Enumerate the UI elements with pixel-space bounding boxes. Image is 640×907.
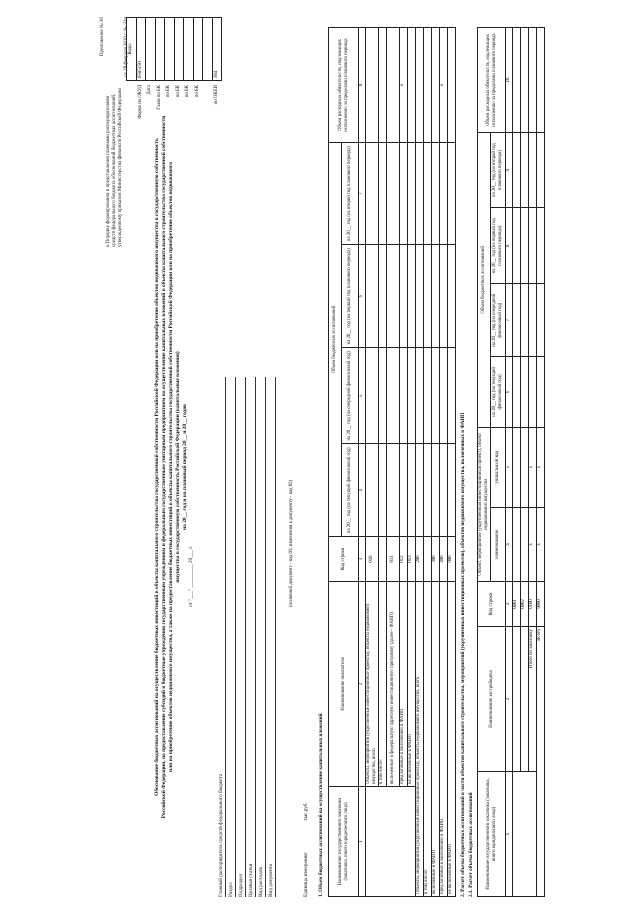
s2-col-builder: Наименование застройщика xyxy=(478,627,506,772)
s2-total-customer-code: 0100 xyxy=(528,582,536,627)
s2-col-y2: на 20__ год (на первый год планового периода) xyxy=(491,208,506,284)
s2-object-header: Объект, мероприятие (укрупненный инвестиционный проект), объект недвижимого имущества xyxy=(478,427,491,581)
s1-col-y3: на 20__ год (на второй год планового периода) xyxy=(342,143,359,245)
s2-colnum: 3 xyxy=(506,582,513,627)
s1-row-name: предлагаемые к включению в ФАИП xyxy=(399,582,407,787)
appendix-line: к Порядку формирования и представления главными распорядителями xyxy=(106,95,111,247)
s1-row-name: предлагаемые к включению в ФАИП xyxy=(439,582,447,897)
code-label: Глава по БК xyxy=(156,85,162,110)
s2-col-beyond: Объем расходных обязательств, подлежащих исполнению за пределами планового периода xyxy=(478,28,506,133)
s1-row-code: 400 xyxy=(439,537,447,582)
section1-table xyxy=(328,27,456,897)
s1-colnum: 6 xyxy=(359,245,366,348)
unit-value: тыс.руб xyxy=(303,803,309,821)
label-expense-type: Вид расходов xyxy=(257,867,264,897)
document-type-note: (основной документ - код 01; изменения к документу - код 02) xyxy=(289,479,294,607)
s1-row-code xyxy=(423,537,431,582)
section2-title: 2. Расчет объема бюджетных ассигнований в части объектов капитального строительства, мероприятий (укрупненных инвестиционных проектов), объектов недвижимого имущества, включенных в ФАИП xyxy=(460,412,466,897)
s1-row-code: 012 xyxy=(399,537,407,582)
code-label: по БК xyxy=(166,85,172,98)
appendix-line: от 28 февраля 2020 г. № 32н xyxy=(124,17,129,77)
s1-group-header: Объем бюджетных ассигнований xyxy=(329,143,342,537)
s1-row-name: не включенные в ФАИП xyxy=(447,582,455,897)
appendix-line: утвержденному приказом Министерства финансов Российской Федерации xyxy=(118,88,123,247)
code-label: по БК xyxy=(194,85,200,98)
unit-label: Единица измерения: xyxy=(303,851,309,897)
s1-colnum: 4 xyxy=(359,444,366,537)
s1-row-code: 011 xyxy=(386,537,399,582)
section1-title: 1. Объем бюджетных ассигнований на осуществление капитальных вложений xyxy=(318,713,324,897)
title-line: Обоснование бюджетных ассигнований на осуществление бюджетных инвестиций в объекты капитального строительства государственной собственности Российской Федерации или на приобретение объектов недвижимого имущества в государственную собственность xyxy=(154,138,160,796)
s1-row-name: включенные в ФАИП xyxy=(431,582,439,897)
s1-col-code: Код строки xyxy=(329,537,359,582)
label-doc-type: Вид документа xyxy=(267,863,274,897)
codes-header: Коды xyxy=(127,18,137,81)
s1-col-y0: на 20__ год (на текущий финансовый год) xyxy=(342,444,359,537)
s1-colnum: 2 xyxy=(359,582,366,787)
s1-col-customer: Наименование государственного заказчика (заказчика, иного юридического лица) xyxy=(329,787,359,897)
s2-col-obj-code: уникальный код xyxy=(491,427,506,507)
code-value xyxy=(203,18,213,81)
s2-colnum: 1 xyxy=(506,772,513,897)
s2-row-code: 0001 xyxy=(512,582,520,627)
s1-x-mark: x xyxy=(439,28,447,143)
appendix-line: Приложение № 30 xyxy=(100,17,105,57)
code-value: 384 xyxy=(212,18,222,81)
s2-x-mark: x xyxy=(536,427,544,507)
code-value xyxy=(184,18,194,81)
s2-customer-cell xyxy=(512,772,536,897)
s2-colnum: 9 xyxy=(506,133,513,208)
appendix-line: средств федерального бюджета обоснований бюджетных ассигнований, xyxy=(112,93,117,247)
s2-colnum: 8 xyxy=(506,208,513,284)
s2-total-label: Всего xyxy=(536,627,544,897)
s2-col-code: Код строки xyxy=(478,582,506,627)
s2-col-y0: на 20__ год (на текущий финансовый год) xyxy=(491,357,506,428)
title-line: на 20__ год и на плановый период 20__ и 20__ годов xyxy=(182,404,189,530)
s1-row-name: не включенные в ФАИП xyxy=(407,582,415,787)
s2-colnum: 5 xyxy=(506,427,513,507)
s2-colnum: 7 xyxy=(506,284,513,357)
section2-table xyxy=(477,27,545,897)
title-line: имущества в государственную собственность Российской Федерации (капитальные вложения) xyxy=(175,351,182,583)
s2-row-code: 0002 xyxy=(520,582,528,627)
title-line: или на приобретение объектов недвижимого имущества, а также на предоставление бюджетных инвестиций в объекты капитального строительства государственной собственности Российской Федерации или на приобретение объектов недвижимого xyxy=(168,162,175,772)
s1-row-code: 900 xyxy=(447,537,455,582)
s1-row-name: Объекты, мероприятия (укрупненные инвестиционные проекты), объекты недвижимого имущества, всего xyxy=(415,582,423,897)
s2-colnum: 2 xyxy=(506,627,513,772)
s1-row-code: 013 xyxy=(407,537,415,582)
s2-total-code: 9000 xyxy=(536,582,544,627)
s2-x-mark: x xyxy=(528,507,536,581)
s2-colnum: 4 xyxy=(506,507,513,581)
s1-colnum: 3 xyxy=(359,537,366,582)
rotated-form xyxy=(96,7,552,907)
code-label: Форма по ОКУД xyxy=(137,85,143,119)
s1-row-code: 200 xyxy=(415,537,423,582)
document-date: от "___" _________ 20___ г. xyxy=(188,545,194,607)
code-value xyxy=(193,18,203,81)
s2-colnum: 10 xyxy=(506,28,513,133)
s2-col-y1: на 20__ год (на очередной финансовый год) xyxy=(491,284,506,357)
s2-col-obj-name: наименование xyxy=(491,507,506,581)
s1-colnum: 5 xyxy=(359,348,366,444)
s2-group-header: Объем бюджетных ассигнований xyxy=(478,133,491,428)
s1-colnum: 7 xyxy=(359,143,366,245)
label-target-item: Целевая статья xyxy=(247,863,254,897)
s1-colnum: 1 xyxy=(359,787,366,897)
s1-customer-cell xyxy=(365,787,415,897)
title-line: Российской Федерации, на предоставление субсидий в бюджетные учреждения государственным учреждениям и федеральным государственным унитарным предприятиям на осуществление капитальных вложений в объекты капитального строительства государственной собственности xyxy=(161,115,168,819)
s2-x-mark: x xyxy=(528,427,536,507)
s2-col-customer: Наименование государственного заказчика (заказчика, иного юридического лица) xyxy=(478,772,506,897)
label-subsection: Подраздел xyxy=(237,873,244,897)
s1-row-name: в том числе: xyxy=(378,582,386,787)
s1-colnum: 8 xyxy=(359,28,366,143)
code-label xyxy=(203,81,213,158)
code-label: по БК xyxy=(185,85,191,98)
s1-col-y1: на 20__ год (на очередной финансовый год) xyxy=(342,348,359,444)
s2-col-y3: на 20__ год (на второй год планового периода) xyxy=(491,133,506,208)
s1-row-name: Объекты, мероприятия (укрупненные инвестиционные проекты), объекты недвижимого имущества, всего xyxy=(365,582,378,787)
s2-x-mark: x xyxy=(536,507,544,581)
s2-total-customer-label: Итого по заказчику xyxy=(528,627,536,772)
s1-row-code: 010 xyxy=(365,537,378,582)
label-gls: Главный распорядитель средств федерального бюджета xyxy=(217,773,224,897)
code-value xyxy=(146,18,156,81)
code-value xyxy=(174,18,184,81)
code-value xyxy=(155,18,165,81)
code-label: по БК xyxy=(175,85,181,98)
s1-row-code xyxy=(378,537,386,582)
code-value xyxy=(165,18,175,81)
s1-row-code: 300 xyxy=(431,537,439,582)
code-label: по ОКЕИ xyxy=(213,85,219,105)
s1-col-y2: на 20__ год (на первый год планового периода) xyxy=(342,245,359,348)
form-labels xyxy=(216,197,276,897)
s2-colnum: 6 xyxy=(506,357,513,428)
s1-row-name: включенные в федеральную адресную инвестиционную программу (далее - ФАИП) xyxy=(386,582,399,787)
section2-subtitle: 2.1. Расчет объема бюджетных ассигнований xyxy=(468,792,474,897)
s1-x-mark: x xyxy=(399,28,407,143)
code-label: Дата xyxy=(147,85,153,95)
code-value: 0505150 xyxy=(136,18,146,81)
s1-col-beyond: Объем расходных обязательств, подлежащих исполнению за пределами планового периода xyxy=(329,28,359,143)
label-section: Раздел xyxy=(227,882,234,897)
s1-col-indicator: Наименование показателя xyxy=(329,582,359,787)
s1-row-name: в том числе: xyxy=(423,582,431,897)
unit-of-measure xyxy=(303,804,309,897)
document-title xyxy=(154,37,189,897)
codes-box xyxy=(126,17,222,157)
